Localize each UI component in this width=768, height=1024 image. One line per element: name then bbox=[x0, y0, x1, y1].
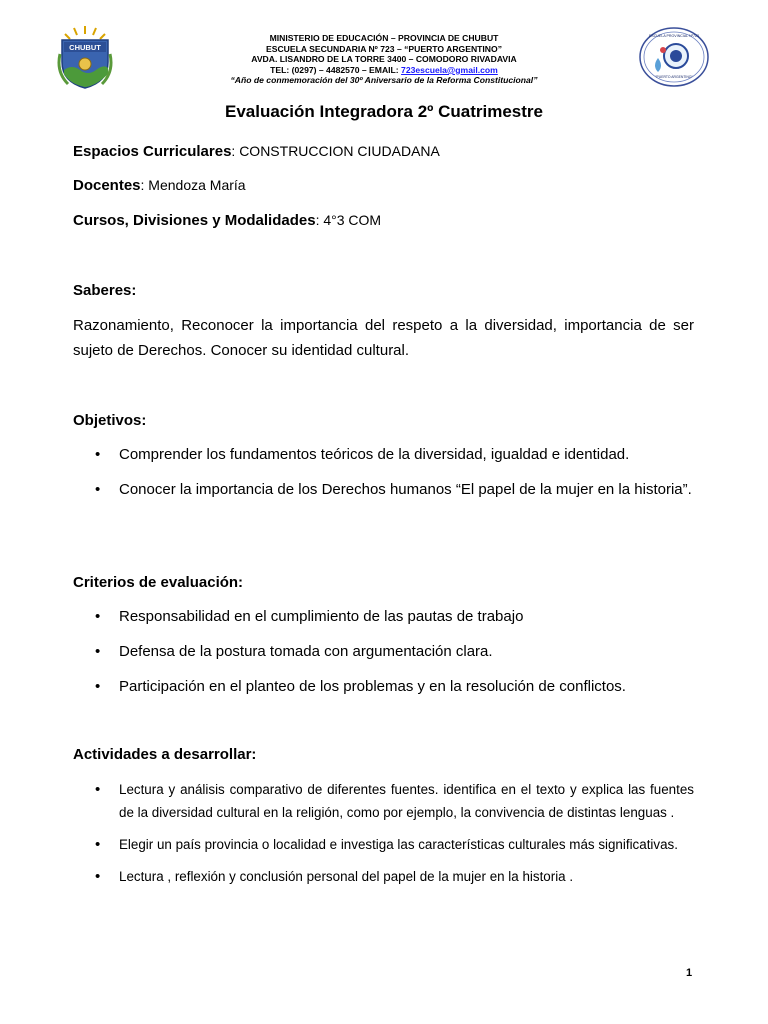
list-item-text: Conocer la importancia de los Derechos humanos “El papel de la mujer en la historia”. bbox=[119, 481, 692, 498]
bullet-icon: • bbox=[95, 836, 101, 853]
bullet-icon: • bbox=[95, 643, 101, 660]
svg-text:ESCUELA PROVINCIAL Nº723: ESCUELA PROVINCIAL Nº723 bbox=[648, 34, 700, 38]
letterhead-motto: “Año de conmemoración del 30º Aniversario de la Reforma Constitucional” bbox=[230, 75, 538, 86]
bullet-icon: • bbox=[95, 868, 101, 885]
bullet-icon: • bbox=[95, 678, 101, 695]
section-title-actividades: Actividades a desarrollar: bbox=[73, 746, 257, 763]
list-item-text: Elegir un país provincia o localidad e investiga las características culturales más significativas. bbox=[119, 837, 678, 852]
field-docentes bbox=[73, 177, 246, 194]
list-item bbox=[73, 639, 694, 664]
letterhead bbox=[150, 33, 618, 86]
bullet-icon: • bbox=[95, 608, 101, 625]
field-label: Docentes bbox=[73, 177, 141, 194]
chubut-shield-logo bbox=[56, 24, 114, 90]
letterhead-address: AVDA. LISANDRO DE LA TORRE 3400 – COMODORO RIVADAVIA bbox=[251, 54, 517, 65]
field-value: : CONSTRUCCION CIUDADANA bbox=[231, 143, 440, 159]
field-cursos bbox=[73, 212, 381, 229]
objetivos-list bbox=[73, 442, 694, 502]
list-item-text: Responsabilidad en el cumplimiento de las pautas de trabajo bbox=[119, 608, 524, 625]
section-title-criterios: Criterios de evaluación: bbox=[73, 574, 244, 591]
document-title: Evaluación Integradora 2º Cuatrimestre bbox=[225, 102, 543, 121]
list-item bbox=[73, 674, 694, 699]
saberes-paragraph: Razonamiento, Reconocer la importancia del respeto a la diversidad, importancia de ser sujeto de Derechos. Conocer su identidad cultural. bbox=[73, 317, 694, 359]
criterios-list bbox=[73, 604, 694, 699]
letterhead-ministry: MINISTERIO DE EDUCACIÓN – PROVINCIA DE CHUBUT bbox=[269, 33, 499, 43]
field-value: : Mendoza María bbox=[140, 177, 246, 193]
bullet-icon: • bbox=[95, 481, 101, 498]
letterhead-school: ESCUELA SECUNDARIA Nº 723 – “PUERTO ARGENTINO” bbox=[265, 43, 502, 54]
field-value: : 4°3 COM bbox=[315, 212, 382, 228]
list-item bbox=[73, 477, 694, 502]
bullet-icon: • bbox=[95, 446, 101, 463]
letterhead-phone: TEL: (0297) – 4482570 – EMAIL: bbox=[270, 64, 402, 75]
page-number: 1 bbox=[686, 967, 693, 979]
list-item bbox=[73, 778, 694, 824]
email-link[interactable]: 723escuela@gmail.com bbox=[401, 64, 498, 75]
list-item-text: Comprender los fundamentos teóricos de la diversidad, igualdad e identidad. bbox=[119, 446, 630, 463]
list-item bbox=[73, 865, 694, 888]
list-item-text: Lectura , reflexión y conclusión personal del papel de la mujer en la historia . bbox=[119, 869, 574, 884]
letterhead-contact bbox=[150, 65, 618, 76]
list-item bbox=[73, 442, 694, 467]
svg-text:CHUBUT: CHUBUT bbox=[69, 43, 101, 52]
list-item-text: Participación en el planteo de los problemas y en la resolución de conflictos. bbox=[119, 678, 626, 695]
list-item-text: Lectura y análisis comparativo de diferentes fuentes. identifica en el texto y explica las fuentes de la diversidad cultural en la religión, como por ejemplo, la convivencia de distintas lenguas . bbox=[119, 782, 694, 820]
actividades-list bbox=[73, 778, 694, 888]
bullet-icon: • bbox=[95, 781, 101, 798]
field-label: Cursos, Divisiones y Modalidades bbox=[73, 212, 316, 229]
field-label: Espacios Curriculares bbox=[73, 143, 232, 160]
section-title-saberes: Saberes: bbox=[73, 282, 137, 299]
field-espacios-curriculares bbox=[73, 143, 440, 160]
section-title-objetivos: Objetivos: bbox=[73, 412, 147, 429]
list-item bbox=[73, 833, 694, 856]
list-item bbox=[73, 604, 694, 629]
svg-text:"PUERTO ARGENTINO": "PUERTO ARGENTINO" bbox=[655, 75, 693, 79]
school-emblem-logo bbox=[638, 26, 710, 88]
list-item-text: Defensa de la postura tomada con argumentación clara. bbox=[119, 643, 493, 660]
